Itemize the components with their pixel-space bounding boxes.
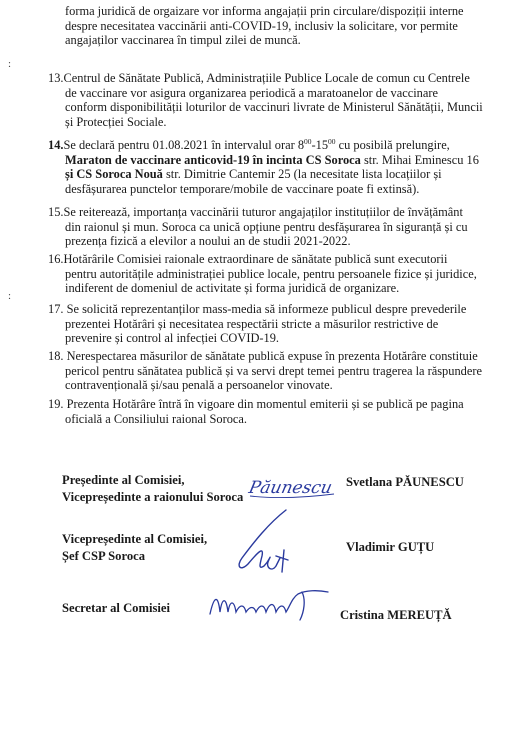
paragraph-12-continuation: forma juridică de orgaizare vor informa angajații prin circulare/dispoziții interne despre necesitatea vaccinării anti-COVID-19, inclusiv la solicitare, vor permite angajaților vaccinarea în timpul zilei de muncă. (65, 4, 464, 48)
signature-gutu (228, 506, 318, 578)
paragraph-14: 14.Se declară pentru 01.08.2021 în intervalul orar $8^{00}-15^{00}$ cu posibilă prelungire, Maraton de vaccinare anticovid-19 în incinta CS Soroca str. Mihai Eminescu 16 și CS Soroca Nouă str. Dimitrie Cantemir 25 (la necesitate lista locațiilor și desfășurarea punctelor temporare/mobile de vaccinare poate fi extinsă). (48, 137, 479, 196)
signatory-3-title: Secretar al Comisiei (62, 601, 170, 615)
margin-mark: : (8, 58, 12, 70)
signature-mereuta (206, 586, 336, 626)
signatory-3-name: Cristina MEREUȚĂ (340, 608, 452, 622)
marathon-title: Maraton de vaccinare anticovid-19 în incinta CS Soroca (65, 152, 361, 167)
paragraph-18: 18. Nerespectarea măsurilor de sănătate publică expuse în prezenta Hotărâre constituie pericol pentru sănătatea publică și va servi drept temei pentru tragerea la răspundere contravențională și/sau penală a persoanelor vinovate. (48, 349, 482, 393)
paragraph-16: 16.Hotărârile Comisiei raionale extraordinare de sănătate publică sunt executorii pentru autoritățile administrației publice locale, pentru persoanele fizice și juridice, indiferent de domeniul de activitate și forma juridică de organizare. (48, 252, 477, 296)
signatory-1-name: Svetlana PĂUNESCU (346, 475, 464, 489)
svg-text:Păunescu: Păunescu (246, 478, 334, 498)
signatory-2-name: Vladimir GUȚU (346, 540, 435, 554)
paragraph-17: 17. Se solicită reprezentanților mass-media să informeze publicul despre prevederile prezentei Hotărâri și necesitatea respectării stricte a măsurilor restrictive de prevenire și control al infecției COVID-19. (48, 302, 467, 346)
margin-mark: : (8, 290, 12, 302)
signature-paunescu (246, 474, 342, 500)
paragraph-15: 15.Se reiterează, importanța vaccinării tuturor angajaților instituțiilor de învățământ din raionul și mun. Soroca ca unică opțiune pentru desfășurarea în siguranță și cu prezența fizică a elevilor a noului an de studii 2021-2022. (48, 205, 468, 249)
signatory-2-title: Vicepreședinte al Comisiei, Șef CSP Soroca (62, 532, 208, 563)
signatory-1-title: Președinte al Comisiei, Vicepreședinte a raionului Soroca (62, 473, 244, 504)
paragraph-13: 13.Centrul de Sănătate Publică, Administrațiile Publice Locale de comun cu Centrele de vaccinare vor asigura organizarea periodică a maratoanelor de vaccinare conform disponibilității loturilor de vaccinuri livrate de Ministerul Sănătății, Muncii și Protecției Sociale. (48, 71, 483, 129)
paragraph-19: 19. Prezenta Hotărâre întră în vigoare din momentul emiterii și se publică pe pagina oficială a Consiliului raional Soroca. (48, 397, 464, 426)
